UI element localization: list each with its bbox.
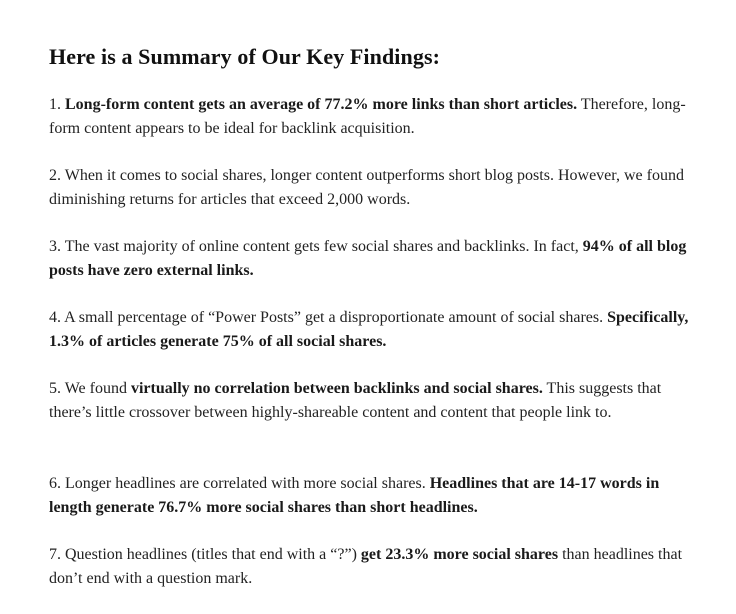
finding-number: 1. <box>49 96 61 113</box>
finding-1 <box>49 93 699 141</box>
finding-bold-text: Long-form content gets an average of 77.2% more links than short articles. <box>65 96 578 113</box>
finding-4 <box>49 306 699 354</box>
finding-number: 3. <box>49 238 61 255</box>
finding-number: 7. <box>49 546 61 563</box>
finding-text: Question headlines (titles that end with a “?”) <box>65 546 361 563</box>
finding-text: We found <box>64 380 131 397</box>
finding-bold-text: 94% of all blog posts have zero external links. <box>49 238 687 279</box>
finding-text: Therefore, long-form content appears to be ideal for backlink acquisition. <box>49 96 686 137</box>
finding-number: 2. <box>49 167 61 184</box>
finding-5 <box>49 377 699 425</box>
finding-text: A small percentage of “Power Posts” get a disproportionate amount of social shares. <box>64 309 608 326</box>
finding-number: 6. <box>49 475 61 492</box>
finding-number: 4. <box>49 309 61 326</box>
finding-3 <box>49 235 699 283</box>
finding-text: The vast majority of online content gets few social shares and backlinks. In fact, <box>64 238 583 255</box>
finding-text: than headlines that don’t end with a question mark. <box>49 546 683 587</box>
finding-text: When it comes to social shares, longer content outperforms short blog posts. However, we found diminishing returns for articles that exceed 2,000 words. <box>49 167 684 208</box>
finding-bold-text: Headlines that are 14-17 words in length generate 76.7% more social shares than short headlines. <box>49 475 660 516</box>
finding-text: This suggests that there’s little crossover between highly-shareable content and content that people link to. <box>49 380 662 421</box>
finding-bold-text: virtually no correlation between backlinks and social shares. <box>130 380 543 397</box>
finding-2 <box>49 164 699 212</box>
summary-heading: Here is a Summary of Our Key Findings: <box>49 44 441 69</box>
finding-7 <box>49 543 699 591</box>
finding-6 <box>49 472 699 520</box>
finding-number: 5. <box>49 380 61 397</box>
finding-bold-text: Specifically, 1.3% of articles generate 75% of all social shares. <box>49 309 689 350</box>
finding-text: Longer headlines are correlated with more social shares. <box>65 475 430 492</box>
finding-bold-text: get 23.3% more social shares <box>360 546 559 563</box>
